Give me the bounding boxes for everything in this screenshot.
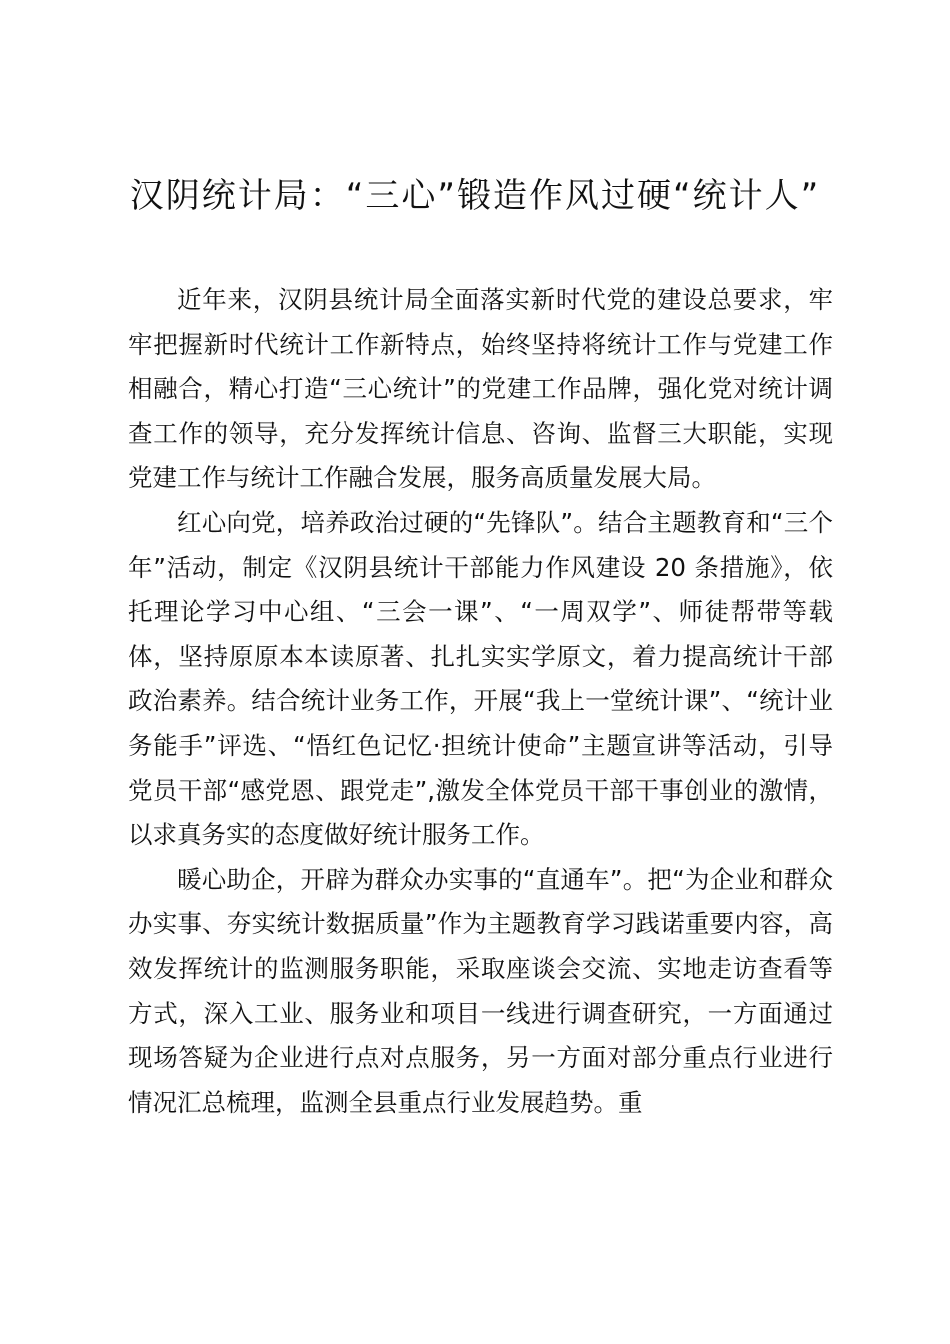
document-body — [128, 278, 833, 1125]
paragraph-warm-heart: 暖心助企，开辟为群众办实事的“直通车”。把“为企业和群众办实事、夯实统计数据质量”作为主题教育学习践诺重要内容，高效发挥统计的监测服务职能，采取座谈会交流、实地走访查看等方式，深入工业、服务业和项目一线进行调查研究，一方面通过现场答疑为企业进行点对点服务，另一方面对部分重点行业进行情况汇总梳理，监测全县重点行业发展趋势。重 — [128, 864, 833, 1117]
paragraph-red-heart: 红心向党，培养政治过硬的“先锋队”。结合主题教育和“三个年”活动，制定《汉阴县统计干部能力作风建设 20 条措施》，依托理论学习中心组、“三会一课”、“一周双学”、师徒帮带等载体，坚持原原本本读原著、扎扎实实学原文，着力提高统计干部政治素养。结合统计业务工作，开展“我上一堂统计课”、“统计业务能手”评选、“悟红色记忆·担统计使命”主题宣讲等活动，引导党员干部“感党恩、跟党走”,激发全体党员干部干事创业的激情，以求真务实的态度做好统计服务工作。 — [128, 507, 833, 850]
document-title: 汉阴统计局：“三心”锻造作风过硬“统计人” — [129, 176, 821, 216]
paragraph-intro: 近年来，汉阴县统计局全面落实新时代党的建设总要求，牢牢把握新时代统计工作新特点，始终坚持将统计工作与党建工作相融合，精心打造“三心统计”的党建工作品牌，强化党对统计调查工作的领导，充分发挥统计信息、咨询、监督三大职能，实现党建工作与统计工作融合发展，服务高质量发展大局。 — [128, 285, 833, 493]
